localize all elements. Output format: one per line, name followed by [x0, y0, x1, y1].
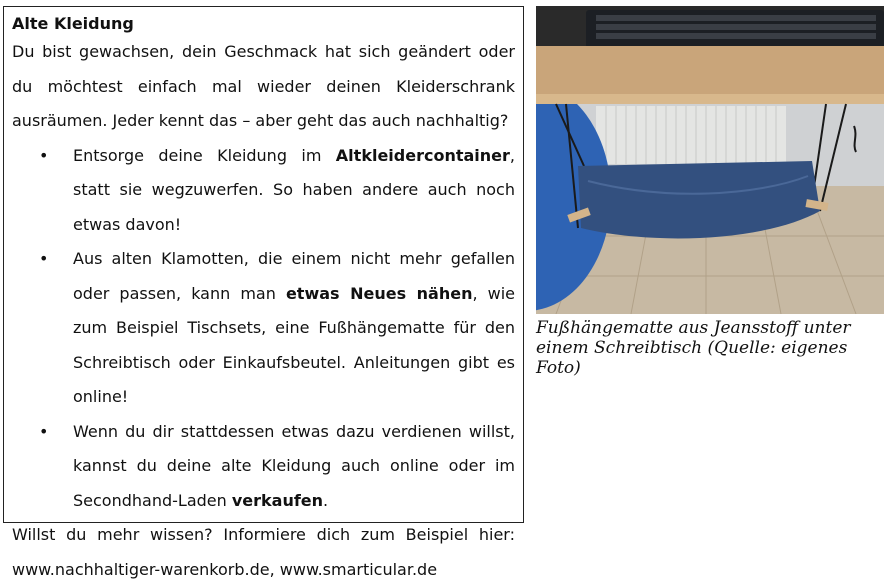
desk-edge: [536, 94, 884, 104]
bullet-marker: •: [39, 249, 49, 268]
intro-paragraph: Du bist gewachsen, dein Geschmack hat sich geändert oder du möchtest einfach mal wieder deinen Kleiderschrank ausräumen. Jeder kennt das – aber geht das auch nachhaltig?: [12, 42, 515, 130]
article-title: Alte Kleidung: [12, 14, 134, 33]
bullet-marker: •: [39, 421, 49, 441]
article-box: [3, 6, 524, 579]
list-item-text: .: [323, 490, 329, 510]
list-item-bold: etwas Neues nähen: [285, 283, 473, 303]
list-item: [12, 139, 515, 243]
radiator: [596, 106, 786, 164]
outro-paragraph: Willst du mehr wissen? Informiere dich zum Beispiel hier: www.nachhaltiger-warenkorb.de, www.smarticular.de: [12, 525, 515, 579]
bullet-marker: •: [39, 145, 49, 165]
tips-list: [12, 139, 515, 519]
list-item-text: Wenn du dir stattdessen etwas dazu verdienen willst, kannst du deine alte Kleidung auch online oder im Secondhand-Laden: [73, 421, 515, 510]
list-item-text: , wie zum Beispiel Tischsets, eine Fußhängematte für den Schreibtisch oder Einkaufsbeutel. Anleitungen gibt es online!: [73, 283, 515, 406]
list-item-bold: verkaufen: [231, 490, 324, 510]
keyboard-keys: [596, 15, 876, 39]
list-item: [12, 415, 515, 519]
list-item-bold: Altkleidercontainer: [335, 145, 510, 165]
list-item: [12, 242, 515, 415]
figure-caption: Fußhängematte aus Jeansstoff unter einem Schreibtisch (Quelle: eigenes Foto): [536, 318, 851, 378]
desk-top: [536, 46, 884, 98]
list-item-text: , statt sie wegzuwerfen. So haben andere auch noch etwas davon!: [73, 145, 515, 234]
hammock-photo: [536, 6, 884, 314]
photo-figure: [536, 6, 884, 378]
list-item-text: Entsorge deine Kleidung im: [73, 145, 336, 165]
list-item-text: Aus alten Klamotten, die einem nicht mehr gefallen oder passen, kann man: [73, 249, 515, 303]
